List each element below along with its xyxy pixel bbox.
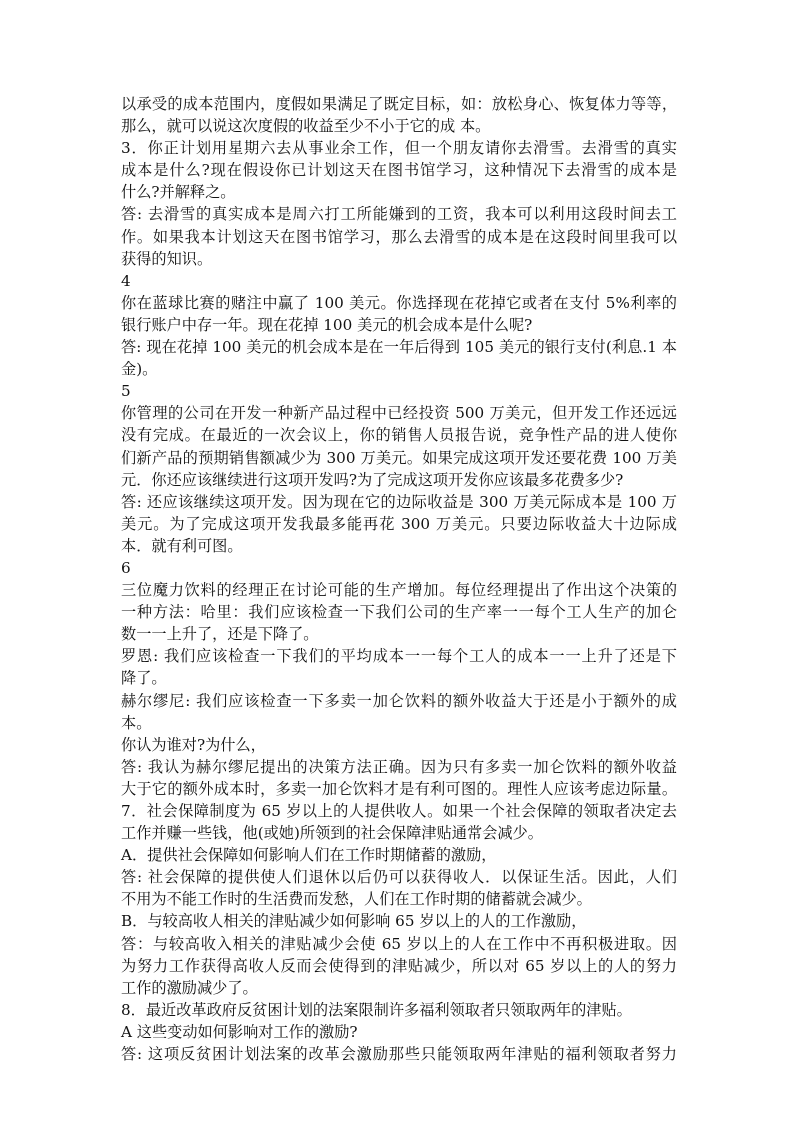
text-line: 8．最近改革政府反贫困计划的法案限制许多福利领取者只领取两年的津贴。 <box>121 1000 632 1019</box>
text-line: 不用为不能工作时的生活费而发愁，人们在工作时期的储蓄就会减少。 <box>121 890 592 909</box>
text-line: 你管理的公司在开发一种新产品过程中已经投资 500 万美元，但开发工作还远远 <box>121 404 677 423</box>
text-line: 银行账户中存一年。现在花掉 100 美元的机会成本是什么呢? <box>121 315 533 334</box>
text-line: 什么?并解释之。 <box>121 183 236 202</box>
text-line: 工作并赚一些钱，他(或她)所领到的社会保障津贴通常会减少。 <box>121 824 543 843</box>
text-line: A．提供社会保障如何影响人们在工作时期储蓄的激励， <box>121 846 497 865</box>
text-line: 答: 我认为赫尔缪尼提出的决策方法正确。因为只有多卖一加仑饮料的额外收益 <box>121 757 677 776</box>
text-line: 作。如果我本计划这天在图书馆学习，那么去滑雪的成本是在这段时间里我可以 <box>121 227 677 246</box>
text-line: B．与较高收人相关的津贴减少如何影响 65 岁以上的人的工作激励， <box>121 912 587 931</box>
text-line: 答: 去滑雪的真实成本是周六打工所能嫌到的工资，我本可以利用这段时间去工 <box>121 205 677 224</box>
text-line: 获得的知识。 <box>121 249 213 268</box>
text-line: 成本是什么?现在假设你已计划这天在图书馆学习，这种情况下去滑雪的成本是 <box>121 161 677 180</box>
text-line: 金)。 <box>121 360 158 379</box>
text-line: 本．就有利可图。 <box>121 536 243 555</box>
text-line: 你在蓝球比赛的赌注中赢了 100 美元。你选择现在花掉它或者在支付 5%利率的 <box>121 293 677 312</box>
text-line: 没有完成。在最近的一次会议上，你的销售人员报告说，竞争性产品的进人使你 <box>121 426 677 445</box>
text-line: 答: 现在花掉 100 美元的机会成本是在一年后得到 105 美元的银行支付(利息.1 本 <box>121 338 677 357</box>
text-line: 们新产品的预期销售额减少为 300 万美元。如果完成这项开发还要花费 100 万美 <box>121 448 677 467</box>
text-line: 答: 还应该继续这项开发。因为现在它的边际收益是 300 万美元际成本是 100 万 <box>121 492 677 511</box>
text-line: A 这些变动如何影响对工作的激励? <box>121 1022 358 1041</box>
text-line: 罗恩: 我们应该检查一下我们的平均成本一一每个工人的成本一一上升了还是下 <box>121 647 677 666</box>
text-line: 本。 <box>121 713 152 732</box>
section-number: 4 <box>121 271 131 290</box>
text-line: 大于它的额外成本时，多卖一加仑饮料才是有利可图的。理性人应该考虑边际量。 <box>121 779 677 798</box>
text-line: 答: 这项反贫困计划法案的改革会激励那些只能领取两年津贴的福利领取者努力 <box>121 1045 677 1064</box>
text-line: 7．社会保障制度为 65 岁以上的人提供收人。如果一个社会保障的领取者决定去 <box>121 802 677 820</box>
text-line: 元．你还应该继续进行这项开发吗?为了完成这项开发你应该最多花费多少? <box>121 470 624 489</box>
section-number: 5 <box>121 382 131 401</box>
text-line: 为努力工作获得高收人反而会使得到的津贴减少，所以对 65 岁以上的人的努力 <box>121 956 677 975</box>
document-body <box>121 93 677 1065</box>
section-number: 6 <box>121 558 131 577</box>
text-line: 数一一上升了，还是下降了。 <box>121 625 319 644</box>
text-line: 答：与较高收入相关的津贴减少会使 65 岁以上的人在工作中不再积极进取。因 <box>121 934 677 953</box>
text-line: 答: 社会保障的提供使人们退休以后仍可以获得收人．以保证生活。因此，人们 <box>121 868 677 887</box>
text-line: 那么，就可以说这次度假的收益至少不小于它的成 本。 <box>121 117 491 136</box>
text-line: 工作的激励减少了。 <box>121 978 258 997</box>
text-line: 降了。 <box>121 669 167 688</box>
text-line: 美元。为了完成这项开发我最多能再花 300 万美元。只要边际收益大十边际成 <box>121 514 677 533</box>
text-line: 3．你正计划用星期六去从事业余工作，但一个朋友请你去滑雪。去滑雪的真实 <box>121 139 677 158</box>
text-line: 一种方法：哈里：我们应该检查一下我们公司的生产率一一每个工人生产的加仑 <box>121 603 677 622</box>
text-line: 赫尔缪尼: 我们应该检查一下多卖一加仑饮料的额外收益大于还是小于额外的成 <box>121 691 677 710</box>
text-line: 以承受的成本范围内，度假如果满足了既定目标，如：放松身心、恢复体力等等， <box>121 95 677 113</box>
text-line: 你认为谁对?为什么， <box>121 735 266 754</box>
text-line: 三位魔力饮料的经理正在讨论可能的生产增加。每位经理提出了作出这个决策的 <box>121 581 677 600</box>
